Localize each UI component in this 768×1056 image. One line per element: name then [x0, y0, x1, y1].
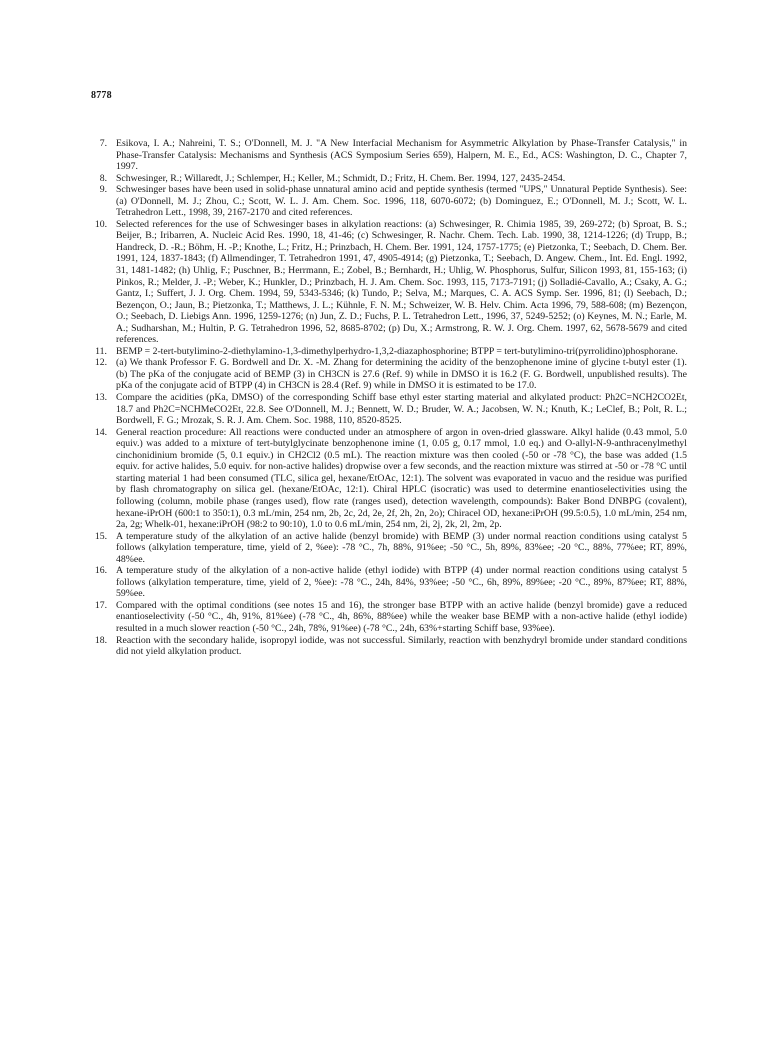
- note-number: 11.: [95, 345, 107, 357]
- note-number: 10.: [94, 218, 107, 230]
- note-7: [97, 138, 687, 173]
- note-14: [94, 426, 687, 531]
- note-text: (a) We thank Professor F. G. Bordwell and Dr. X. -M. Zhang for determining the acidity of the benzophenone imine of glycine t-butyl ester (1). (b) The pKa of the conjugate acid of BEMP (3) in CH3CN is 27.6 (Ref. 9) while in DMSO it is 16.2 (F. G. Bordwell, unpublished results). The pKa of the conjugate acid of BTPP (4) in CH3CN is 28.4 (Ref. 9) while in DMSO it is estimated to be 17.0.: [116, 357, 687, 392]
- note-17: [94, 599, 687, 635]
- note-8: [97, 173, 687, 185]
- note-number: 14.: [94, 426, 107, 438]
- note-text: Compare the acidities (pKa, DMSO) of the corresponding Schiff base ethyl ester starting material and alkylated product: Ph2C=NCH2CO2Et, 18.7 and Ph2C=NCHMeCO2Et, 22.8. See O'Donnell, M. J.; Bennett, W. D.; Bruder, W. A.; Jacobsen, W. N.; Knuth, K.; LeClef, B.; Polt, R. L.; Bordwell, F. G.; Mrozak, S. R. J. Am. Chem. Soc. 1988, 110, 8520-8525.: [116, 392, 687, 427]
- note-number: 17.: [94, 599, 107, 611]
- note-text: Schwesinger, R.; Willaredt, J.; Schlemper, H.; Keller, M.; Schmidt, D.; Fritz, H. Chem. Ber. 1994, 127, 2435-2454.: [116, 172, 566, 184]
- note-number: 13.: [94, 392, 107, 404]
- note-number: 7.: [99, 138, 107, 149]
- note-text: Reaction with the secondary halide, isopropyl iodide, was not successful. Similarly, reaction with benzhydryl bromide under standard conditions did not yield alkylation product.: [116, 634, 687, 658]
- note-text: BEMP = 2-tert-butylimino-2-diethylamino-1,3-dimethylperhydro-1,3,2-diazaphosphorine; BTPP = tert-butylimino-tri(pyrrolidino)phosphorane.: [116, 345, 678, 357]
- note-text: A temperature study of the alkylation of a non-active halide (ethyl iodide) with BTPP (4) under normal reaction conditions using catalyst 5 follows (alkylation temperature, time, yield of 2, %ee): -78 °C., 24h, 84%, 93%ee; -50 °C., 6h, 89%, 89%ee; -20 °C., 89%, 87%ee; RT, 88%, 59%ee.: [116, 565, 687, 600]
- page-number: 8778: [91, 90, 112, 101]
- note-number: 12.: [94, 357, 107, 369]
- note-text: A temperature study of the alkylation of an active halide (benzyl bromide) with BEMP (3) under normal reaction conditions using catalyst 5 follows (alkylation temperature, time, yield of 2, %ee): -78 °C., 7h, 88%, 91%ee; -50 °C., 5h, 89%, 83%ee; -20 °C., 88%, 77%ee; RT, 89%, 48%ee.: [116, 530, 687, 565]
- note-18: [94, 634, 687, 658]
- note-11: [97, 346, 687, 358]
- note-text: General reaction procedure: All reactions were conducted under an atmosphere of argon in oven-dried glassware. Alkyl halide (0.43 mmol, 5.0 equiv.) was added to a mixture of tert-butylglycinate benzophenone imine (1, 0.05 g, 0.17 mmol, 1.0 eq.) and O-allyl-N-9-anthracenylmethyl cinchonidinium bromide (5, 0.1 equiv.) in CH2Cl2 (0.5 mL). The reaction mixture was then cooled (-50 or -78 °C), the base was added (1.5 equiv. for active halides, 5.0 equiv. for non-active halides) dropwise over a few seconds, and the reaction mixture was stirred at -50 or -78 °C until starting material 1 had been consumed (TLC, silica gel, hexane/EtOAc, 12:1). The solvent was evaporated in vacuo and the residue was purified by flash chromatography on silica gel. (hexane/EtOAc, 12:1). Chiral HPLC (isocratic) was used to determine enantioselectivities using the following (column, mobile phase (ranges used), flow rate (ranges used), detection wavelength, compounds): Baker Bond DNBPG (covalent), hexane-iPrOH (600:1 to 350:1), 0.3 mL/min, 254 nm, 2b, 2c, 2d, 2e, 2f, 2h, 2n, 2o); Chiracel OD, hexane:iPrOH (99.5:0.5), 1.0 mL/min, 254 nm, 2a, 2g; Whelk-01, hexane:iPrOH (98:2 to 90:10), 1.0 to 0.6 mL/min, 254 nm, 2i, 2j, 2k, 2l, 2m, 2p.: [116, 426, 687, 531]
- note-13: [94, 392, 687, 427]
- note-text: Selected references for the use of Schwesinger bases in alkylation reactions: (a) Schwesinger, R. Chimia 1985, 39, 269-272; (b) Sproat, B. S.; Beijer, B.; Iribarren, A. Nucleic Acid Res. 1990, 18, 41-46; (c) Schwesinger, R. Nachr. Chem. Tech. Lab. 1990, 38, 1214-1226; (d) Trupp, B.; Handreck, D. -R.; Böhm, H. -P.; Knothe, L.; Fritz, H.; Prinzbach, H. Chem. Ber. 1991, 124, 1757-1775; (e) Pietzonka, T.; Seebach, D. Chem. Ber. 1991, 124, 1837-1843; (f) Allmendinger, T. Tetrahedron 1991, 47, 4905-4914; (g) Pietzonka, T.; Seebach, D. Angew. Chem., Int. Ed. Engl. 1992, 31, 1481-1482; (h) Uhlig, F.; Puschner, B.; Herrmann, E.; Zobel, B.; Bernhardt, H.; Uhlig, W. Phosphorus, Sulfur, Silicon 1993, 81, 155-163; (i) Pinkos, R.; Melder, J. -P.; Weber, K.; Hunkler, D.; Prinzbach, H. J. Am. Chem. Soc. 1993, 115, 7173-7191; (j) Solladié-Cavallo, A.; Csaky, A. G.; Gantz, I.; Suffert, J. J. Org. Chem. 1994, 59, 5343-5346; (k) Tundo, P.; Selva, M.; Marques, C. A. ACS Symp. Ser. 1996, 81; (l) Seebach, D.; Bezençon, O.; Jaun, B.; Pietzonka, T.; Matthews, J. L.; Kühnle, F. N. M.; Schweizer, W. B. Helv. Chim. Acta 1996, 79, 588-608; (m) Bezençon, O.; Seebach, D. Liebigs Ann. 1996, 1259-1276; (n) Jun, Z. D.; Fuchs, P. L. Tetrahedron Lett., 1996, 37, 5249-5252; (o) Keynes, M. N.; Earle, M. A.; Sudharshan, M.; Hultin, P. G. Tetrahedron 1996, 52, 8685-8702; (p) Du, X.; Armstrong, R. W. J. Org. Chem. 1997, 62, 5678-5679 and cited references.: [116, 218, 687, 346]
- note-text: Compared with the optimal conditions (see notes 15 and 16), the stronger base BTPP with an active halide (benzyl bromide) gave a reduced enantioselectivity (-50 °C., 4h, 91%, 81%ee) (-78 °C., 4h, 86%, 88%ee) while the weaker base BEMP with a non-active halide (ethyl iodide) resulted in a much slower reaction (-50 °C., 24h, 78%, 91%ee) (-78 °C., 24h, 63%+starting Schiff base, 93%ee).: [116, 599, 687, 634]
- note-12: [94, 357, 687, 392]
- note-text: Esikova, I. A.; Nahreini, T. S.; O'Donnell, M. J. "A New Interfacial Mechanism for Asymmetric Alkylation by Phase-Transfer Catalysis," in Phase-Transfer Catalysis: Mechanisms and Synthesis (ACS Symposium Series 659), Halpern, M. E., Ed., ACS: Washington, D. C., Chapter 7, 1997.: [116, 138, 687, 173]
- note-number: 16.: [94, 565, 107, 577]
- note-16: [94, 565, 687, 600]
- note-number: 8.: [99, 172, 107, 184]
- note-number: 9.: [99, 184, 107, 196]
- note-15: [94, 530, 687, 566]
- note-9: [97, 184, 687, 219]
- reference-notes-list: [94, 138, 687, 658]
- note-10: [94, 218, 687, 346]
- note-text: Schwesinger bases have been used in solid-phase unnatural amino acid and peptide synthesis (termed "UPS," Unnatural Peptide Synthesis). See: (a) O'Donnell, M. J.; Zhou, C.; Scott, W. L. J. Am. Chem. Soc. 1996, 118, 6070-6072; (b) Dominguez, E.; O'Donnell, M. J.; Scott, W. L. Tetrahedron Lett., 1998, 39, 2167-2170 and cited references.: [116, 184, 687, 219]
- note-number: 15.: [94, 530, 107, 542]
- note-number: 18.: [94, 634, 107, 646]
